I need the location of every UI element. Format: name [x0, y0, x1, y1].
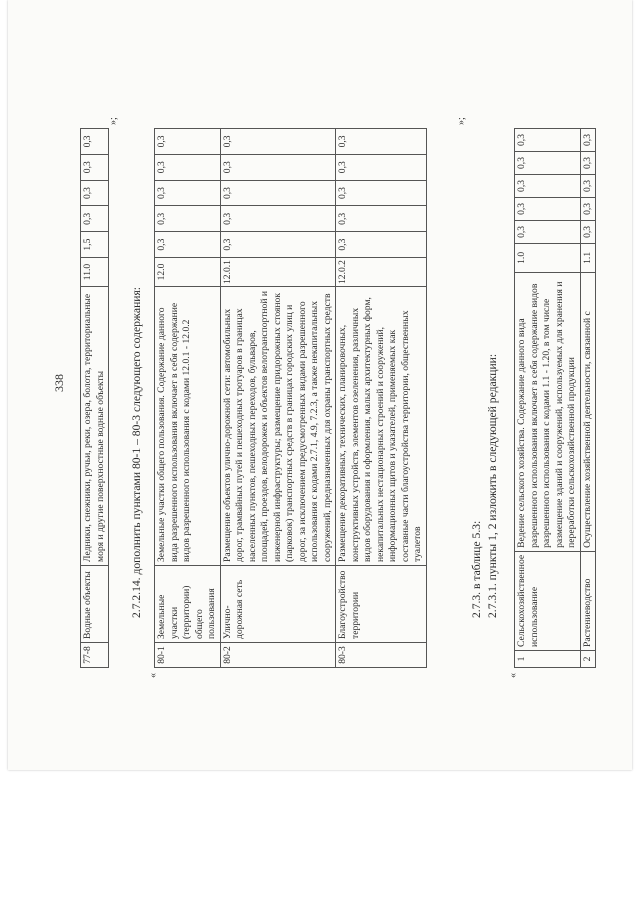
- row-id: 2: [580, 651, 596, 668]
- section-heading: 2.7.2.14. дополнить пунктами 80-1 – 80-3 следующего содержания:: [130, 286, 143, 618]
- table-row: [220, 129, 336, 668]
- value-cell: 0,3: [155, 154, 221, 180]
- value-cell: 0,3: [336, 154, 427, 180]
- value-cell: 0,3: [220, 206, 336, 232]
- row-code: 12.0: [155, 258, 221, 287]
- value-cell: 0,3: [81, 206, 109, 232]
- row-id: 80-1: [155, 643, 221, 668]
- row-name: Сельскохозяйственное использование: [515, 551, 581, 650]
- row-description: Осуществление хозяйственной деятельности, связанной с: [580, 272, 596, 551]
- row-description: Ведение сельского хозяйства. Содержание данного вида разрешенного использования включает в себя содержание видов разрешенного использования с кодами 1.1 - 1.20, в том числе размещение зданий и сооружений, используемых для хранения и переработки сельскохозяйственной продукции: [515, 272, 581, 551]
- value-cell: 0,3: [515, 220, 581, 243]
- table-row: [81, 129, 109, 668]
- value-cell: 0,3: [155, 129, 221, 155]
- value-cell: 0,3: [81, 180, 109, 206]
- value-cell: 0,3: [220, 180, 336, 206]
- value-cell: 0,3: [155, 180, 221, 206]
- row-code: 1.1: [580, 243, 596, 272]
- section-heading: 2.7.3.1. пункты 1, 2 изложить в следующей редакции:: [486, 353, 499, 618]
- value-cell: 0,3: [515, 129, 581, 152]
- value-cell: 0,3: [336, 206, 427, 232]
- rotated-content: [8, 0, 632, 770]
- row-code: 12.0.2: [336, 258, 427, 287]
- table-bottom: [514, 128, 596, 668]
- value-cell: 0,3: [515, 152, 581, 175]
- row-description: Размещение декоративных, технических, планировочных, конструктивных устройств, элементов озеленения, различных видов оборудования и оформления, малых архитектурных форм, некапитальных нестационарных строений и сооружений, информационных щитов и указателей, применяемых как составные части благоустройства территории, общественных туалетов: [336, 287, 427, 566]
- row-name: Растениеводство: [580, 551, 596, 650]
- closing-quote: »;: [456, 117, 467, 125]
- value-cell: 0,3: [81, 129, 109, 155]
- value-cell: 0,3: [515, 174, 581, 197]
- table-row: [155, 129, 221, 668]
- row-id: 80-3: [336, 643, 427, 668]
- row-name: Водные объекты: [81, 566, 109, 643]
- table-row: [580, 129, 596, 668]
- value-cell: 0,3: [580, 197, 596, 220]
- value-cell: 0,3: [155, 232, 221, 258]
- table-middle: [154, 128, 427, 668]
- page-number: 338: [52, 374, 66, 392]
- row-id: 1: [515, 651, 581, 668]
- value-cell: 0,3: [580, 129, 596, 152]
- row-description: Размещение объектов улично-дорожной сети: автомобильных дорог, трамвайных путей и пешеходных тротуаров в границах населенных пунктов, пешеходных переходов, бульваров, площадей, проездов, велодорожек и объектов велотранспортной и инженерной инфраструктуры; размещение придорожных стоянок (парковок) транспортных средств в границах городских улиц и дорог, за исключением предусмотренных видами разрешенного использования с кодами 2.7.1, 4.9, 7.2.3, а также некапитальных сооружений, предназначенных для охраны транспортных средств: [220, 287, 336, 566]
- closing-quote: »;: [108, 117, 119, 125]
- row-code: 1.0: [515, 243, 581, 272]
- document-page: [8, 0, 632, 770]
- open-quote: «: [148, 673, 159, 678]
- value-cell: 0,3: [81, 154, 109, 180]
- row-code: 11.0: [81, 258, 109, 287]
- row-id: 77-8: [81, 643, 109, 668]
- value-cell: 0,3: [220, 129, 336, 155]
- value-cell: 1,5: [81, 232, 109, 258]
- value-cell: 0,3: [580, 152, 596, 175]
- value-cell: 0,3: [155, 206, 221, 232]
- row-id: 80-2: [220, 643, 336, 668]
- value-cell: 0,3: [220, 232, 336, 258]
- value-cell: 0,3: [580, 174, 596, 197]
- row-name: Улично-дорожная сеть: [220, 566, 336, 643]
- row-description: Ледники, снежники, ручьи, реки, озера, болота, территориальные моря и другие поверхностные водные объекты: [81, 287, 109, 566]
- table-row: [336, 129, 427, 668]
- table-row: [515, 129, 581, 668]
- value-cell: 0,3: [220, 154, 336, 180]
- value-cell: 0,3: [515, 197, 581, 220]
- section-heading: 2.7.3. в таблице 5.3:: [470, 520, 483, 618]
- row-name: Благоустройство территории: [336, 566, 427, 643]
- open-quote: «: [508, 673, 519, 678]
- value-cell: 0,3: [336, 129, 427, 155]
- row-name: Земельные участки (территории) общего пользования: [155, 566, 221, 643]
- value-cell: 0,3: [336, 180, 427, 206]
- value-cell: 0,3: [580, 220, 596, 243]
- row-description: Земельные участки общего пользования. Содержание данного вида разрешенного использования включает в себя содержание видов разрешенного использования с кодами 12.0.1 - 12.0.2: [155, 287, 221, 566]
- value-cell: 0,3: [336, 232, 427, 258]
- table-top: [80, 128, 109, 668]
- row-code: 12.0.1: [220, 258, 336, 287]
